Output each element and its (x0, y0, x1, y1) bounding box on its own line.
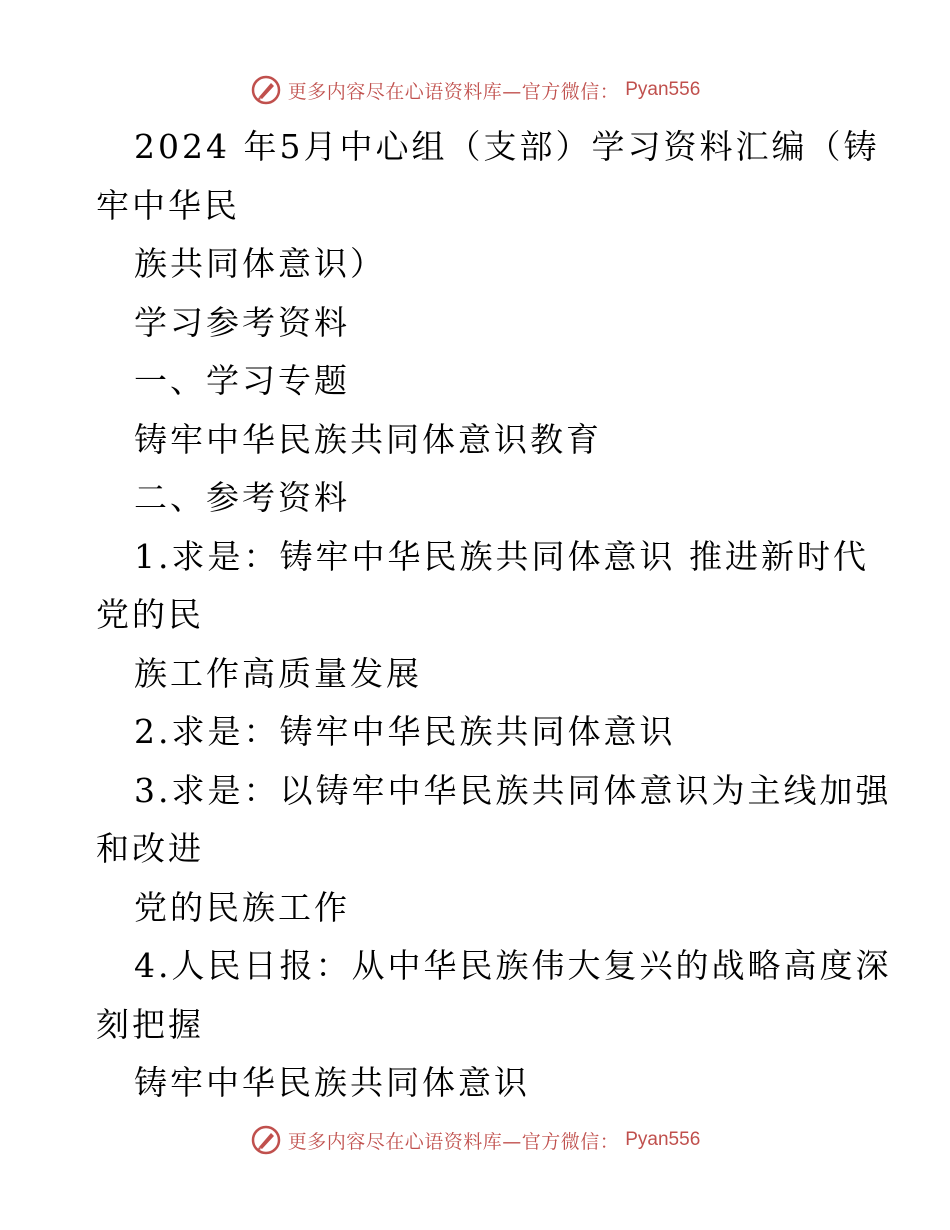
footer-watermark-text: 更多内容尽在心语资料库—官方微信： (287, 1130, 620, 1153)
document-body (96, 118, 892, 1113)
text-line: 党的民 (96, 595, 204, 634)
pen-logo-icon (250, 1124, 282, 1156)
text-line: 族共同体意识） (134, 244, 386, 283)
text-line: 一、学习专题 (134, 361, 350, 400)
text-line: 2024 年5月中心组（支部）学习资料汇编（铸 (134, 127, 880, 166)
text-line: 二、参考资料 (134, 478, 350, 517)
pen-logo-icon (250, 74, 282, 106)
text-line: 铸牢中华民族共同体意识 (134, 1063, 530, 1102)
text-line: 铸牢中华民族共同体意识教育 (134, 419, 602, 459)
header-watermark-text: 更多内容尽在心语资料库—官方微信： (287, 80, 620, 103)
header-watermark (0, 70, 950, 110)
footer-watermark (0, 1120, 950, 1160)
footer-watermark-id: Pyan556 (625, 1129, 701, 1150)
text-line: 1.求是：铸牢中华民族共同体意识 推进新时代 (134, 536, 869, 576)
text-line: 3.求是：以铸牢中华民族共同体意识为主线加强 (134, 770, 892, 810)
text-line: 牢中华民 (96, 185, 240, 225)
header-watermark-id: Pyan556 (625, 79, 701, 100)
text-line: 和改进 (96, 829, 204, 868)
text-line: 学习参考资料 (134, 302, 350, 342)
text-line: 刻把握 (96, 1004, 204, 1044)
text-line: 2.求是：铸牢中华民族共同体意识 (134, 712, 676, 751)
text-line: 党的民族工作 (134, 887, 350, 927)
text-line: 族工作高质量发展 (134, 653, 422, 693)
text-line: 4.人民日报：从中华民族伟大复兴的战略高度深 (134, 946, 892, 985)
